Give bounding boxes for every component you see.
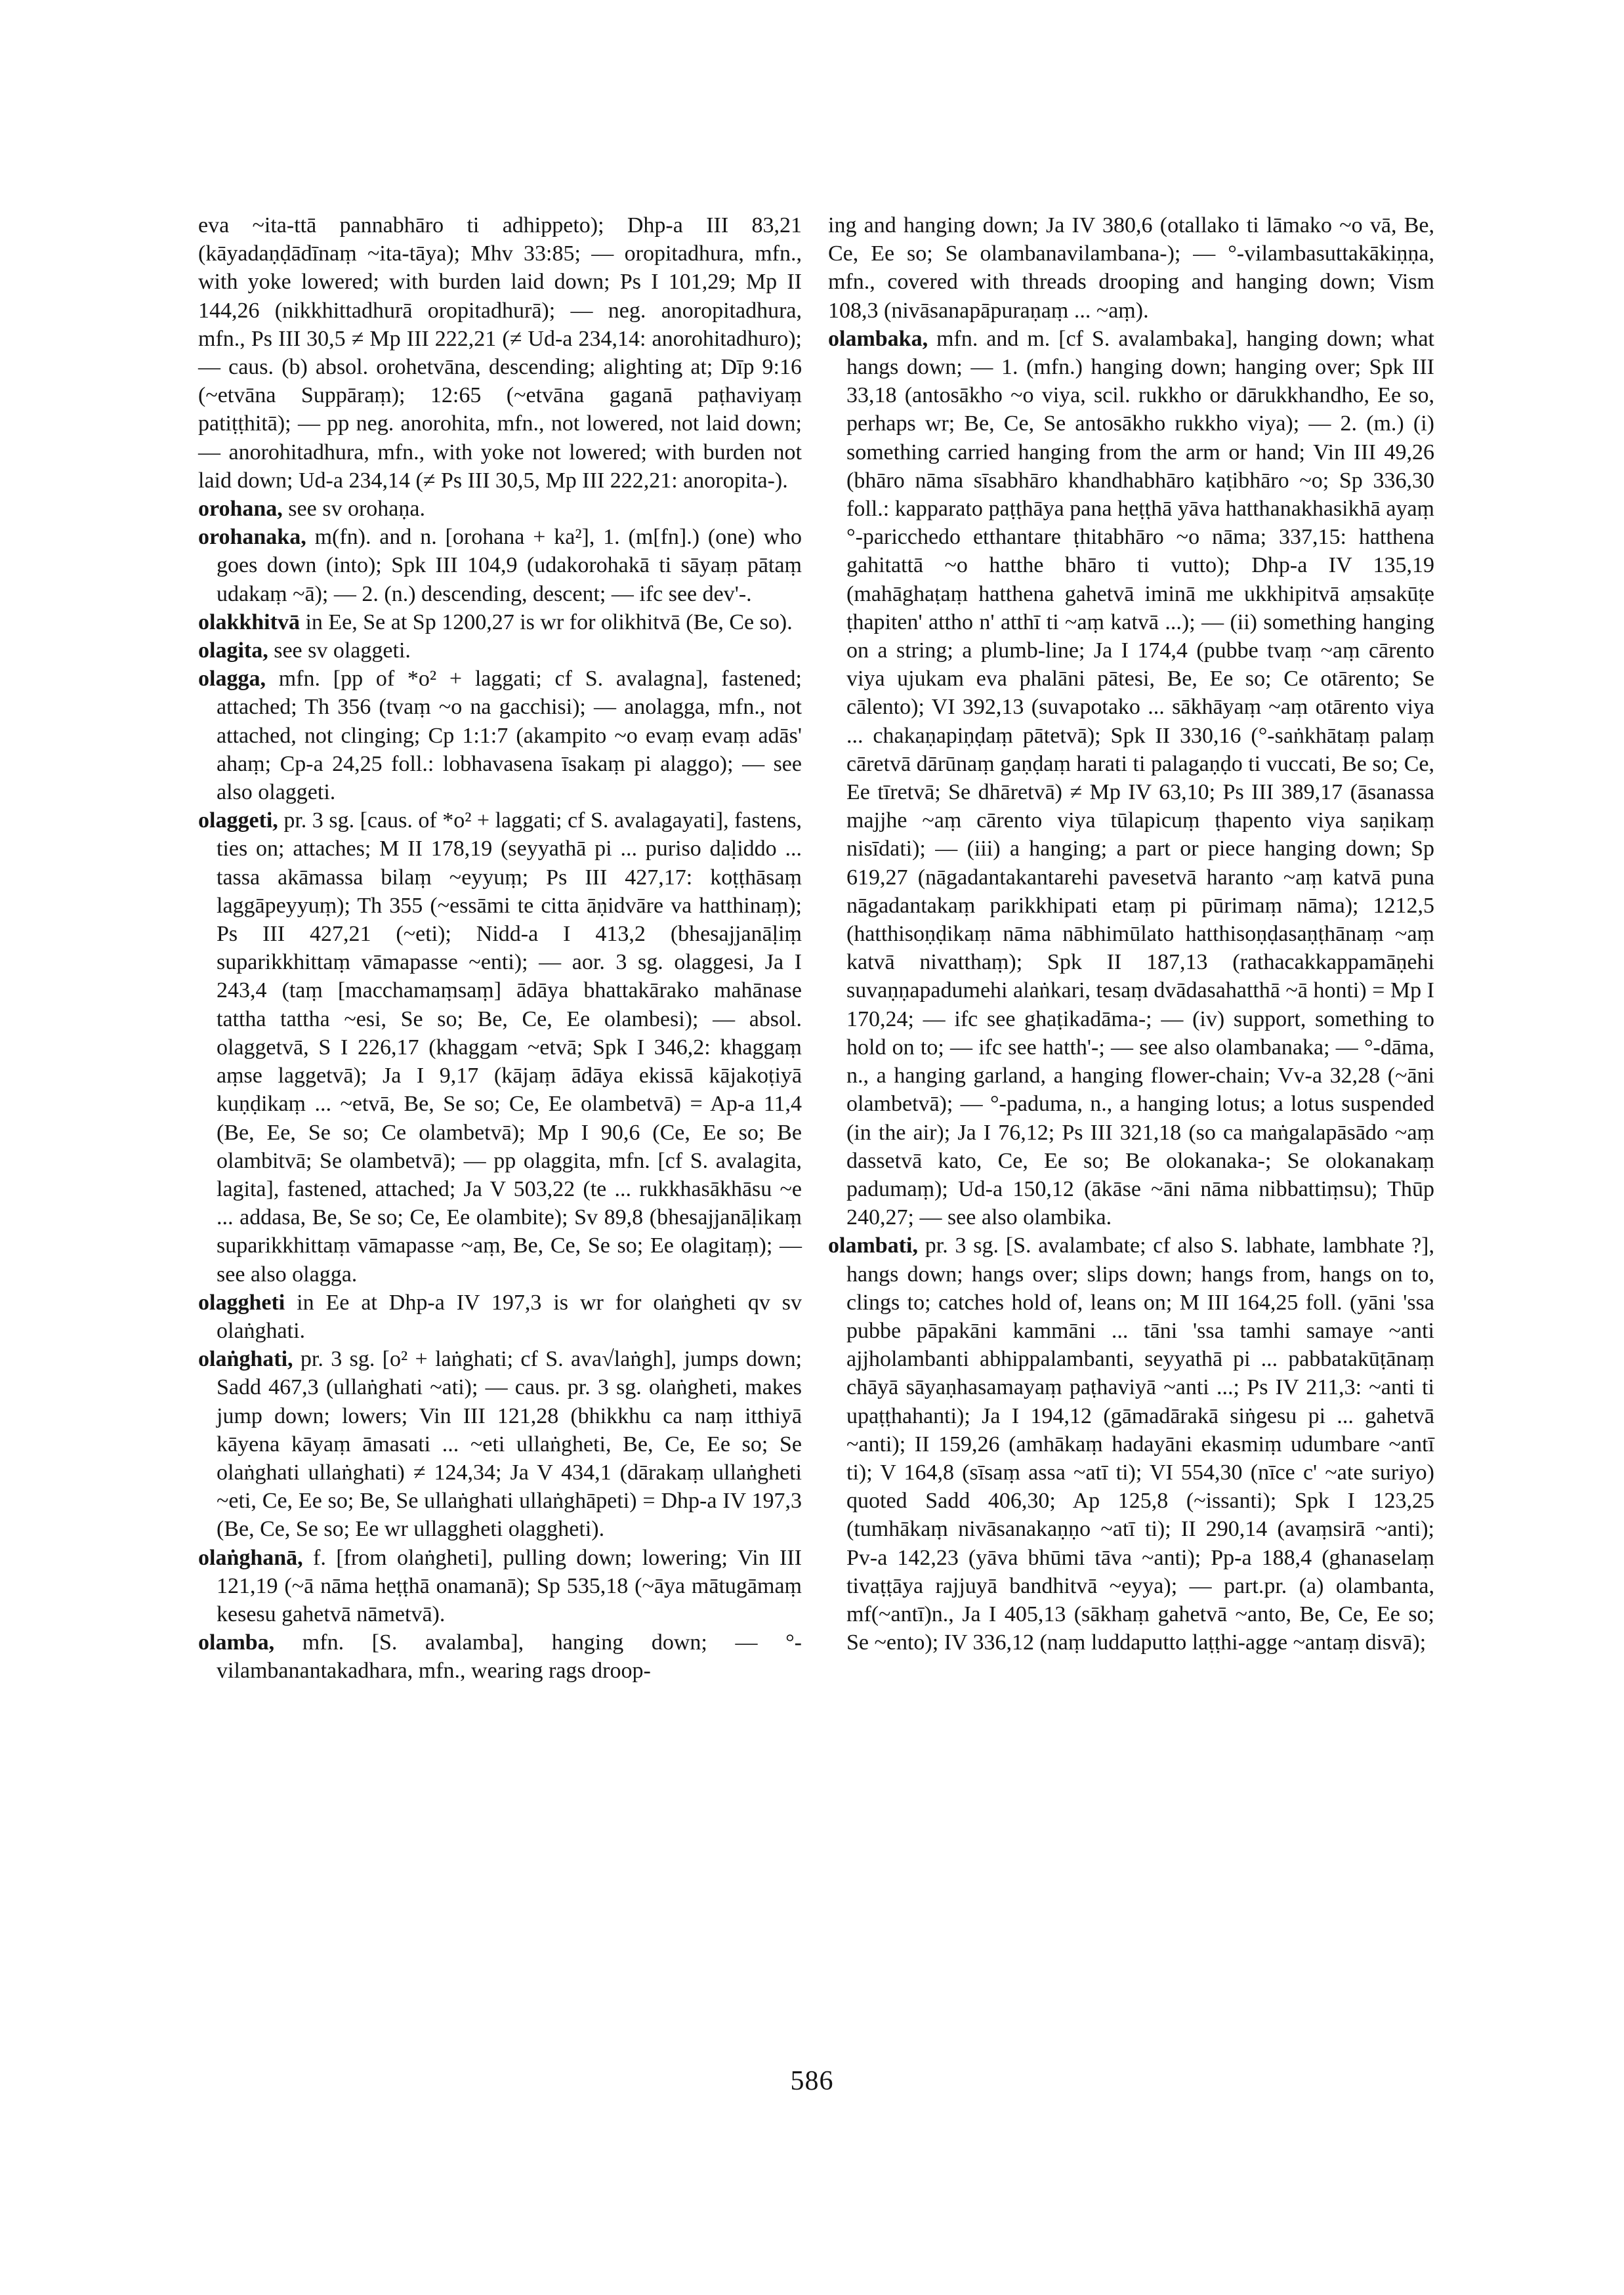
entry-text: mfn. [pp of *o² + laggati; cf S. avalagna], fastened; attached; Th 356 (tvaṃ ~o na gacchisi); — anolagga, mfn., not attached, not clinging; Cp 1:1:7 (akampito ~o evaṃ evaṃ adās' ahaṃ; Cp-a 24,25 foll.: lobhavasena īsakaṃ pi alaggo); — see also olaggeti. bbox=[217, 667, 802, 805]
entry bbox=[198, 1628, 802, 1685]
entry bbox=[828, 211, 1434, 325]
entry bbox=[198, 1289, 802, 1345]
entry bbox=[198, 211, 802, 495]
headword: orohana, bbox=[198, 497, 283, 522]
entry-text: pr. 3 sg. [caus. of *o² + laggati; cf S. avalagayati], fastens, ties on; attaches; M II 178,19 (seyyathā pi ... puriso daḷiddo ... tassa akāmassa bilaṃ ~eyyuṃ; Ps III 427,17: koṭṭhāsaṃ laggāpeyyuṃ); Th 355 (~essāmi te citta āṇidvāre va hatthinaṃ); Ps III 427,21 (~eti); Nidd-a I 413,2 (bhesajjanāḷiṃ suparikkhittaṃ vāmapasse ~enti); — aor. 3 sg. olaggesi, Ja I 243,4 (taṃ [macchamaṃsaṃ] ādāya bhattakārako mahānase tattha tattha ~esi, Se so; Be, Ce, Ee olambesi); — absol. olaggetvā, S I 226,17 (khaggam ~etvā; Spk I 346,2: khaggaṃ aṃse laggetvā); Ja I 9,17 (kājaṃ ādāya ekissā kājakoṭiyā kuṇḍikaṃ ... ~etvā, Be, Se so; Ce, Ee olambetvā) = Ap-a 11,4 (Be, Ee, Se so; Ce olambetvā); Mp I 90,6 (Ce, Ee so; Be olambitvā; Se olambetvā); — pp olaggita, mfn. [cf S. avalagita, lagita], fastened, attached; Ja V 503,22 (te ... rukkhasākhāsu ~e ... addasa, Be, Se so; Ce, Ee olambite); Sv 89,8 (bhesajjanāḷikaṃ suparikkhittaṃ vāmapasse ~aṃ, Be, Ce, Se so; Ee olagitaṃ); — see also olagga. bbox=[217, 808, 802, 1287]
entry-text: pr. 3 sg. [S. avalambate; cf also S. labhate, lambhate ?], hangs down; hangs over; slips down; hangs from, hangs on to, clings to; catches hold of, leans on; M III 164,25 foll. (yāni 'ssa pubbe pāpakāni kammāni ... tāni 'ssa tamhi samaye ~anti ajjholambanti abhippalambanti, seyyathā pi ... pabbatakūṭānaṃ chāyā sāyaṇhasamayaṃ paṭhaviyā ~anti ...; Ps IV 211,3: ~anti ti upaṭṭhahanti); Ja I 194,12 (gāmadārakā siṅgesu pi ... gahetvā ~anti); II 159,26 (amhākaṃ hadayāni ekasmiṃ udumbare ~antī ti); V 164,8 (sīsaṃ assa ~atī ti); VI 554,30 (nīce c' ~ate suriyo) quoted Sadd 406,30; Ap 125,8 (~issanti); Spk I 123,25 (tumhākaṃ nivāsanakaṇṇo ~atī ti); II 290,14 (avaṃsirā ~anti); Pv-a 142,23 (yāva bhūmi tāva ~anti); Pp-a 188,4 (ghanaselaṃ tivaṭṭāya rajjuyā bandhitvā ~eyya); — part.pr. (a) olambanta, mf(~antī)n., Ja I 405,13 (sākhaṃ gahetvā ~anto, Be, Ce, Ee so; Se ~ento); IV 336,12 (naṃ luddaputto laṭṭhi-agge ~antaṃ disvā); bbox=[846, 1233, 1435, 1655]
entry bbox=[198, 636, 802, 665]
entry-text: see sv orohaṇa. bbox=[288, 497, 425, 522]
page-number: 586 bbox=[790, 2066, 834, 2096]
right-column bbox=[828, 211, 1434, 1657]
entry bbox=[198, 608, 802, 636]
entry-text: f. [from olaṅgheti], pulling down; lowering; Vin III 121,19 (~ā nāma heṭṭhā onamanā); Sp 535,18 (~āya mātugāmaṃ kesesu gahetvā nāmetvā). bbox=[217, 1545, 802, 1626]
entry bbox=[828, 325, 1434, 1232]
entry-text: ing and hanging down; Ja IV 380,6 (otallako ti lāmako ~o vā, Be, Ce, Ee so; Se olambanavilambana-); — °-vilambasuttakākiṇṇa, mfn., covered with threads drooping and hanging down; Vism 108,3 (nivāsanapāpuraṇaṃ ... ~aṃ). bbox=[828, 213, 1434, 323]
headword: olaṅghanā, bbox=[198, 1545, 303, 1570]
headword: olaṅghati, bbox=[198, 1347, 293, 1372]
entry-text: eva ~ita-ttā pannabhāro ti adhippeto); Dhp-a III 83,21 (kāyadaṇḍādīnaṃ ~ita-tāya); Mhv 33:85; — oropitadhura, mfn., with yoke lowered; with burden laid down; Ps I 101,29; Mp II 144,26 (nikkhittadhurā oropitadhurā); — neg. anoropitadhura, mfn., Ps III 30,5 ≠ Mp III 222,21 (≠ Ud-a 234,14: anorohitadhuro); — caus. (b) absol. orohetvāna, descending; alighting at; Dīp 9:16 (~etvāna Suppāraṃ); 12:65 (~etvāna gaganā paṭhaviyaṃ patiṭṭhitā); — pp neg. anorohita, mfn., not lowered, not laid down; — anorohitadhura, mfn., with yoke not lowered; with burden not laid down; Ud-a 234,14 (≠ Ps III 30,5, Mp III 222,21: anoropita-). bbox=[198, 213, 802, 493]
headword: orohanaka, bbox=[198, 525, 306, 550]
entry-text: pr. 3 sg. [o² + laṅghati; cf S. ava√laṅgh], jumps down; Sadd 467,3 (ullaṅghati ~ati); — caus. pr. 3 sg. olaṅgheti, makes jump down; lowers; Vin III 121,28 (bhikkhu ca naṃ itthiyā kāyena kāyaṃ āmasati ... ~eti ullaṅgheti, Be, Ce, Ee so; Se olaṅghati ullaṅghati) ≠ 124,34; Ja V 434,1 (dārakaṃ ullaṅgheti ~eti, Ce, Ee so; Be, Se ullaṅghati ullaṅghāpeti) = Dhp-a IV 197,3 (Be, Ce, Se so; Ee wr ullaggheti olaggheti). bbox=[217, 1347, 802, 1542]
headword: olaggeti, bbox=[198, 808, 278, 833]
entry bbox=[198, 806, 802, 1288]
entry-text: in Ee at Dhp-a IV 197,3 is wr for olaṅgheti qv sv olaṅghati. bbox=[217, 1290, 802, 1343]
headword: olambaka, bbox=[828, 326, 928, 351]
headword: olakkhitvā bbox=[198, 610, 300, 634]
entry-text: mfn. [S. avalamba], hanging down; — °-vilambanantakadhara, mfn., wearing rags droop- bbox=[217, 1630, 802, 1684]
headword: olagita, bbox=[198, 638, 268, 663]
entry-text: in Ee, Se at Sp 1200,27 is wr for olikhitvā (Be, Ce so). bbox=[305, 610, 793, 634]
left-column bbox=[198, 211, 802, 1685]
entry-text: see sv olaggeti. bbox=[274, 638, 411, 663]
entry bbox=[198, 665, 802, 806]
headword: olamba, bbox=[198, 1630, 275, 1655]
entry bbox=[198, 1345, 802, 1543]
entry bbox=[198, 495, 802, 523]
entry bbox=[198, 523, 802, 608]
headword: olagga, bbox=[198, 667, 266, 692]
entry bbox=[828, 1231, 1434, 1657]
entry-text: mfn. and m. [cf S. avalambaka], hanging down; what hangs down; — 1. (mfn.) hanging down; hanging over; Spk III 33,18 (antosākho ~o viya, scil. rukkho or dārukkhandho, Ee so, perhaps wr; Be, Ce, Se antosākho rukkho viya); — 2. (m.) (i) something carried hanging from the arm or hand; Vin III 49,26 (bhāro nāma sīsabhāro khandhabhāro kaṭibhāro ~o; Sp 336,30 foll.: kapparato paṭṭhāya pana heṭṭhā yāva hatthanakhasikhā ayaṃ °-paricchedo etthantare ṭhitabhāro ~o nāma; 337,15: hatthena gahitattā ~o hatthe bhāro ti vutto); Dhp-a IV 135,19 (mahāghaṭaṃ hatthena gahetvā iminā me ukkhipitvā aṃsakūṭe ṭhapiten' attho n' atthī ti ~aṃ katvā ...); — (ii) something hanging on a string; a plumb-line; Ja I 174,4 (pubbe tvaṃ ~aṃ cārento viya ujukam eva phalāni pātesi, Be, Ee so; Ce otārento; Se cālento); VI 392,13 (suvapotako ... sākhāyaṃ ~aṃ otārento viya ... chakaṇapiṇḍaṃ pātetvā); Spk II 330,16 (°-saṅkhātaṃ palaṃ cāretvā dārūnaṃ gaṇḍaṃ harati ti palagaṇḍo ti vuccati, Be so; Ce, Ee tīretvā; Se dhāretvā) ≠ Mp IV 63,10; Ps III 389,17 (āsanassa majjhe ~aṃ cārento viya tūlapicuṃ ṭhapento viya saṇikaṃ nisīdati); — (iii) a hanging; a part or piece hanging down; Sp 619,27 (nāgadantakantarehi pavesetvā haranto ~aṃ katvā puna nāgadantakaṃ parikkhipati etaṃ pi pūrimaṃ nāma); 1212,5 (hatthisoṇḍikaṃ nāma nābhimūlato hatthisoṇḍasaṇṭhānaṃ ~aṃ katvā nivatthaṃ); Spk II 187,13 (rathacakkappamāṇehi suvaṇṇapadumehi alaṅkari, tesaṃ dvādasahatthā ~ā honti) = Mp I 170,24; — ifc see ghaṭikadāma-; — (iv) support, something to hold on to; — ifc see hatth'-; — see also olambanaka; — °-dāma, n., a hanging garland, a hanging flower-chain; Vv-a 32,28 (~āni olambetvā); — °-paduma, n., a hanging lotus; a lotus suspended (in the air); Ja I 76,12; Ps III 321,18 (so ca maṅgalapāsādo ~aṃ dassetvā kato, Ce, Ee so; Be olokanaka-; Se olokanakaṃ padumaṃ); Ud-a 150,12 (ākāse ~āni nāma nibbattiṃsu); Thūp 240,27; — see also olambika. bbox=[846, 326, 1435, 1230]
entry-text: m(fn). and n. [orohana + ka²], 1. (m[fn].) (one) who goes down (into); Spk III 104,9 (udakorohakā ti sāyaṃ pātaṃ udakaṃ ~ā); — 2. (n.) descending, descent; — ifc see dev'-. bbox=[217, 525, 802, 606]
headword: olambati, bbox=[828, 1233, 918, 1258]
entry bbox=[198, 1544, 802, 1629]
headword: olaggheti bbox=[198, 1290, 285, 1315]
